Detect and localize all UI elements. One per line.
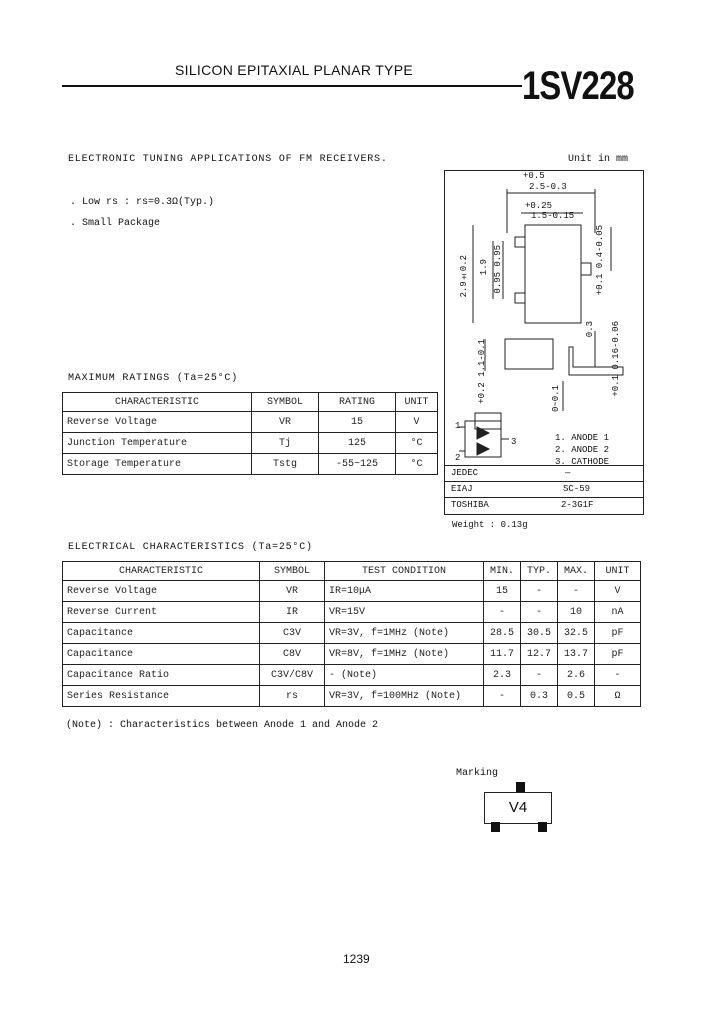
cell: Storage Temperature (63, 454, 252, 475)
cell: - (558, 581, 595, 602)
header-cell: CHARACTERISTIC (63, 562, 260, 581)
cell: VR=3V, f=100MHz (Note) (325, 686, 484, 707)
dim-lead-thick: 0.3 (585, 321, 595, 338)
table-row (63, 454, 438, 475)
dim-lead-thick-tol: +0.1 0.16-0.06 (611, 321, 621, 397)
cell: 0.3 (521, 686, 558, 707)
cell: - (521, 665, 558, 686)
cell: 28.5 (484, 623, 521, 644)
cell: 11.7 (484, 644, 521, 665)
diode-symbol-icon (459, 417, 519, 467)
marking-box: V4 (484, 792, 552, 824)
dim-half-pitch: 0.95 0.95 (493, 245, 503, 294)
cell: VR=3V, f=1MHz (Note) (325, 623, 484, 644)
pin-1-num: 1 (455, 421, 461, 431)
cell: V (595, 581, 641, 602)
header-cell: CHARACTERISTIC (63, 393, 252, 412)
header-cell: RATING (319, 393, 396, 412)
cell: IR (260, 602, 325, 623)
electrical-table (62, 561, 641, 707)
cell: 13.7 (558, 644, 595, 665)
cell: nA (595, 602, 641, 623)
header-cell: UNIT (595, 562, 641, 581)
cell: Reverse Voltage (63, 412, 252, 433)
table-header-row (63, 393, 438, 412)
std-value: ― (565, 468, 571, 478)
cell: Capacitance Ratio (63, 665, 260, 686)
page-number: 1239 (343, 952, 370, 966)
cell: 10 (558, 602, 595, 623)
marking-pad-right (538, 822, 547, 832)
cell: V (396, 412, 438, 433)
cell: VR=8V, f=1MHz (Note) (325, 644, 484, 665)
cell: rs (260, 686, 325, 707)
cell: pF (595, 623, 641, 644)
max-ratings-table (62, 392, 438, 475)
cell: 30.5 (521, 623, 558, 644)
dim-length: 2.9±0.2 (459, 255, 469, 298)
header-cell: MIN. (484, 562, 521, 581)
dim-standoff: 0~0.1 (551, 385, 561, 413)
cell: Reverse Voltage (63, 581, 260, 602)
std-label: EIAJ (451, 484, 473, 494)
cell: pF (595, 644, 641, 665)
cell: Tstg (252, 454, 319, 475)
pin-legend-2: 2. ANODE 2 (555, 445, 610, 455)
max-ratings-title: MAXIMUM RATINGS (Ta=25°C) (68, 373, 239, 384)
cell: 32.5 (558, 623, 595, 644)
std-row-eiaj (445, 481, 643, 498)
cell: 15 (319, 412, 396, 433)
dim-height: +0.2 1.1-0.1 (477, 339, 487, 404)
std-value: 2-3G1F (561, 500, 594, 510)
dim-tol-2: +0.25 (525, 201, 553, 211)
std-row-jedec (445, 465, 643, 482)
table-row (63, 433, 438, 454)
cell: 0.5 (558, 686, 595, 707)
cell: - (595, 665, 641, 686)
header-cell: MAX. (558, 562, 595, 581)
cell: C3V/C8V (260, 665, 325, 686)
cell: C8V (260, 644, 325, 665)
std-label: TOSHIBA (451, 500, 489, 510)
header-cell: UNIT (396, 393, 438, 412)
feature-low-rs: . Low rs : rs=0.3Ω(Typ.) (70, 197, 215, 208)
cell: IR=10μA (325, 581, 484, 602)
header-cell: SYMBOL (260, 562, 325, 581)
marking-label: Marking (456, 768, 499, 779)
std-row-toshiba (445, 497, 643, 514)
cell: Tj (252, 433, 319, 454)
cell: - (Note) (325, 665, 484, 686)
cell: Junction Temperature (63, 433, 252, 454)
header-cell: TYP. (521, 562, 558, 581)
cell: Reverse Current (63, 602, 260, 623)
feature-small-package: . Small Package (70, 218, 161, 229)
pin-legend-3: 3. CATHODE (555, 457, 610, 467)
cell: 125 (319, 433, 396, 454)
cell: Series Resistance (63, 686, 260, 707)
dim-width: 2.5-0.3 (529, 182, 567, 192)
table-row (63, 412, 438, 433)
package-outline-box (444, 170, 644, 515)
cell: VR (252, 412, 319, 433)
header-cell: SYMBOL (252, 393, 319, 412)
electrical-title: ELECTRICAL CHARACTERISTICS (Ta=25°C) (68, 542, 313, 553)
cell: Ω (595, 686, 641, 707)
cell: 2.3 (484, 665, 521, 686)
marking-pad-left (491, 822, 500, 832)
dim-tol-1: +0.5 (523, 171, 545, 181)
table-row (63, 602, 641, 623)
table-header-row (63, 562, 641, 581)
cell: Capacitance (63, 623, 260, 644)
cell: - (484, 686, 521, 707)
pin-2-num: 2 (455, 453, 461, 463)
marking-pad-top (516, 782, 525, 792)
unit-note: Unit in mm (568, 154, 629, 165)
header-cell: TEST CONDITION (325, 562, 484, 581)
cell: - (521, 581, 558, 602)
header-rule (62, 85, 522, 87)
part-number: 1SV228 (522, 64, 634, 108)
pin-legend-1: 1. ANODE 1 (555, 433, 610, 443)
table-row (63, 581, 641, 602)
package-weight: Weight : 0.13g (452, 520, 528, 530)
application-text: ELECTRONIC TUNING APPLICATIONS OF FM RECEIVERS. (68, 154, 388, 165)
dim-lead-width: +0.1 0.4-0.05 (595, 225, 605, 296)
cell: °C (396, 433, 438, 454)
std-label: JEDEC (451, 468, 479, 478)
dim-body-width: 1.5-0.15 (531, 211, 575, 221)
cell: °C (396, 454, 438, 475)
std-value: SC-59 (563, 484, 591, 494)
cell: - (484, 602, 521, 623)
cell: - (521, 602, 558, 623)
cell: VR (260, 581, 325, 602)
cell: 12.7 (521, 644, 558, 665)
dim-pitch: 1.9 (479, 259, 489, 276)
cell: 15 (484, 581, 521, 602)
product-type-title: SILICON EPITAXIAL PLANAR TYPE (175, 62, 413, 78)
table-row (63, 665, 641, 686)
cell: 2.6 (558, 665, 595, 686)
cell: C3V (260, 623, 325, 644)
table-row (63, 623, 641, 644)
cell: VR=15V (325, 602, 484, 623)
cell: Capacitance (63, 644, 260, 665)
cell: -55~125 (319, 454, 396, 475)
table-row (63, 644, 641, 665)
characteristics-note: (Note) : Characteristics between Anode 1 and Anode 2 (66, 720, 379, 731)
table-row (63, 686, 641, 707)
pin-3-num: 3 (511, 437, 517, 447)
